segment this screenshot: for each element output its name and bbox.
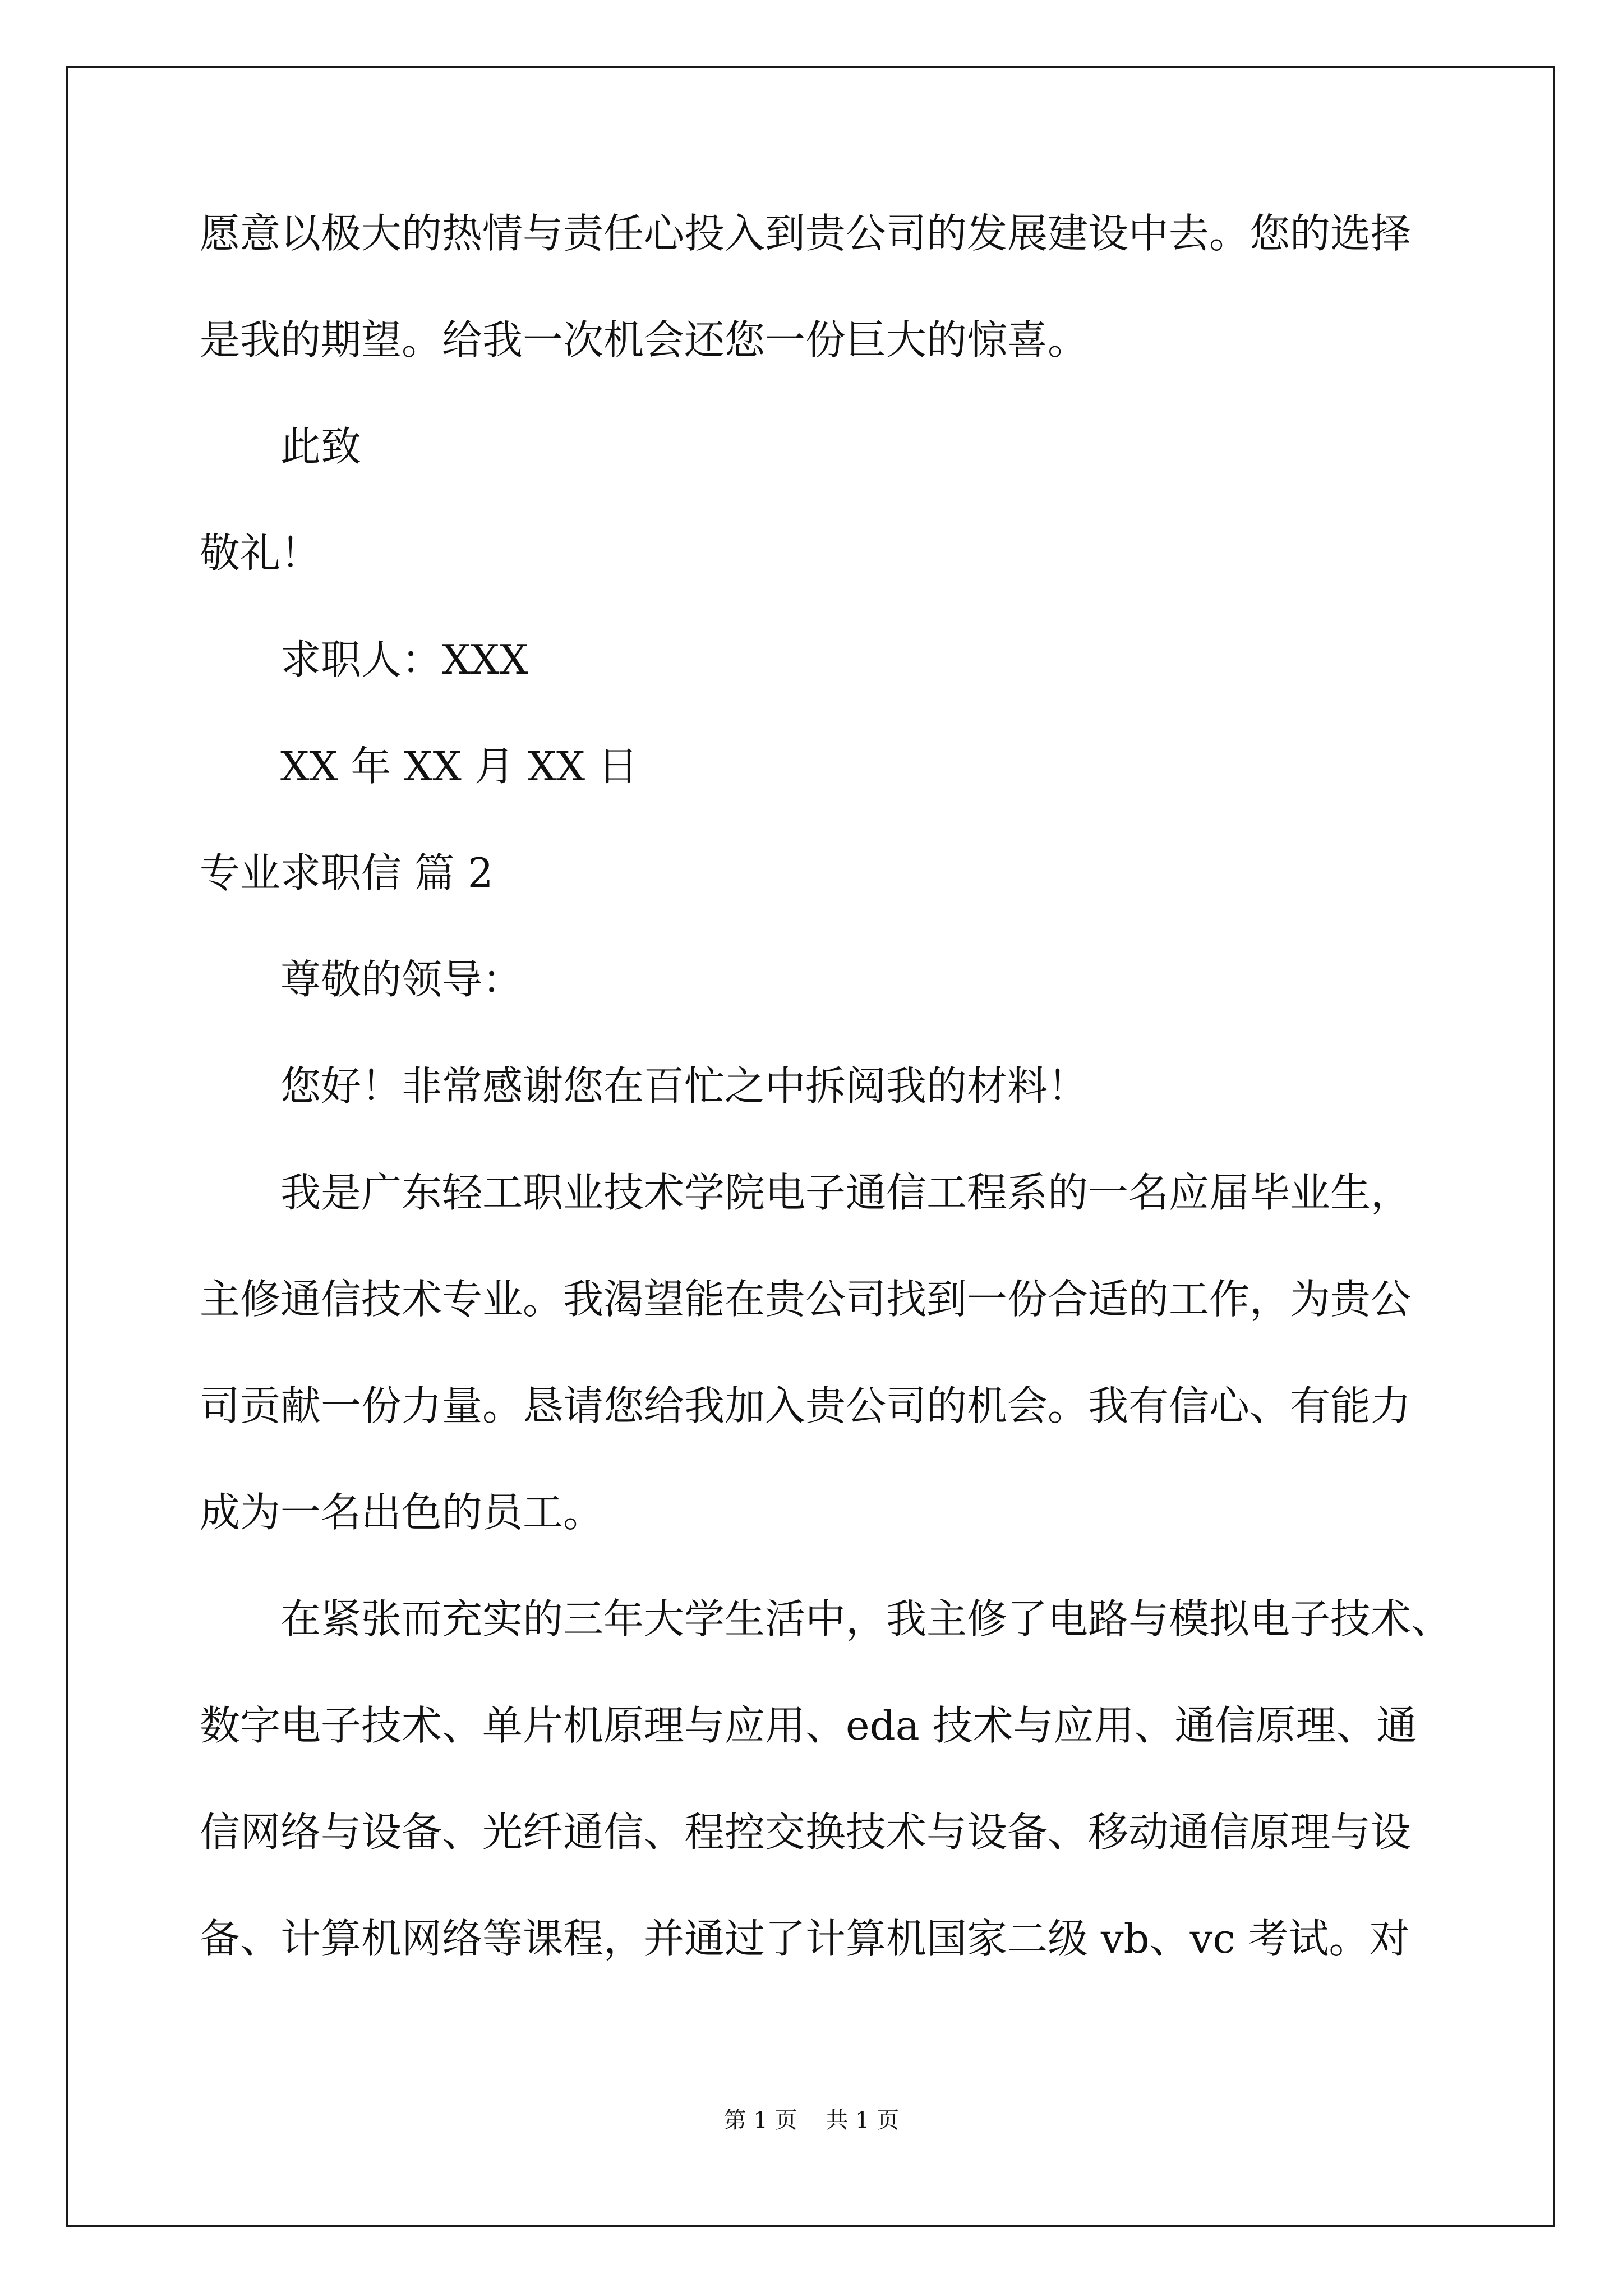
letter-date: XX 年 XX 月 XX 日 bbox=[280, 743, 638, 790]
text-line: 备、计算机网络等课程，并通过了计算机国家二级 vb、vc 考试。对 bbox=[200, 1915, 1410, 1962]
text-line: 信网络与设备、光纤通信、程控交换技术与设备、移动通信原理与设 bbox=[200, 1809, 1412, 1856]
text-line: 成为一名出色的员工。 bbox=[200, 1489, 604, 1536]
closing-salutation: 此致 bbox=[280, 423, 362, 470]
closing-regards: 敬礼！ bbox=[200, 530, 321, 577]
text-line: 是我的期望。给我一次机会还您一份巨大的惊喜。 bbox=[200, 316, 1089, 364]
text-line: 在紧张而充实的三年大学生活中，我主修了电路与模拟电子技术、 bbox=[280, 1595, 1452, 1642]
applicant-signature: 求职人：XXX bbox=[280, 636, 528, 683]
text-line: 数字电子技术、单片机原理与应用、eda 技术与应用、通信原理、通 bbox=[200, 1702, 1417, 1749]
text-line: 司贡献一份力量。恳请您给我加入贵公司的机会。我有信心、有能力 bbox=[200, 1382, 1412, 1429]
page-footer: 第 1 页 共 1 页 bbox=[723, 2108, 900, 2133]
page-border bbox=[66, 66, 1555, 2227]
greeting: 尊敬的领导： bbox=[280, 956, 523, 1003]
text-line: 愿意以极大的热情与责任心投入到贵公司的发展建设中去。您的选择 bbox=[200, 210, 1412, 257]
text-line: 主修通信技术专业。我渴望能在贵公司找到一份合适的工作，为贵公 bbox=[200, 1276, 1412, 1323]
text-line: 我是广东轻工职业技术学院电子通信工程系的一名应届毕业生， bbox=[280, 1169, 1412, 1216]
section-heading: 专业求职信 篇 2 bbox=[200, 849, 494, 896]
text-line: 您好！非常感谢您在百忙之中拆阅我的材料！ bbox=[280, 1062, 1089, 1110]
